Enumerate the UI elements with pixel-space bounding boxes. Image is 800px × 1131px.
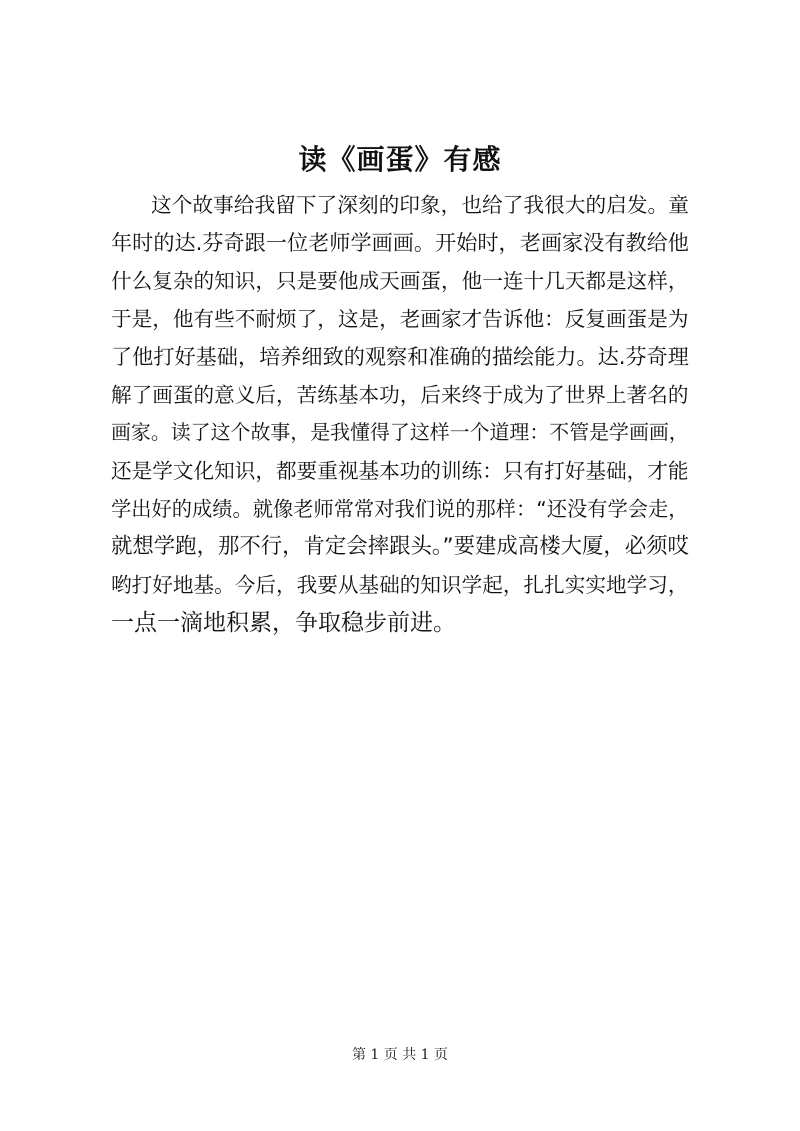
body-line: 还是学文化知识，都要重视基本功的训练：只有打好基础，才能: [111, 459, 689, 483]
body-line: 画家。读了这个故事，是我懂得了这样一个道理：不管是学画画，: [111, 421, 689, 444]
body-line: 解了画蛋的意义后，苦练基本功，后来终于成为了世界上著名的: [111, 383, 689, 407]
body-line: 了他打好基础，培养细致的观察和准确的描绘能力。达.芬奇理: [111, 344, 689, 369]
body-line: 一点一滴地积累，争取稳步前进。: [111, 610, 456, 636]
body-line: 这个故事给我留下了深刻的印象，也给了我很大的启发。童: [151, 193, 689, 217]
document-body: [111, 186, 689, 642]
body-line: 什么复杂的知识，只是要他成天画蛋，他一连十几天都是这样，: [111, 269, 689, 293]
body-line: 于是，他有些不耐烦了，这是，老画家才告诉他：反复画蛋是为: [111, 307, 689, 331]
body-line: 就想学跑，那不行，肯定会摔跟头。”要建成高楼大厦，必须哎: [111, 534, 689, 559]
body-line: 年时的达.芬奇跟一位老师学画画。开始时，老画家没有教给他: [111, 230, 689, 255]
body-line: 学出好的成绩。就像老师常常对我们说的那样：“还没有学会走，: [111, 497, 689, 521]
document-title: 读《画蛋》有感: [298, 143, 502, 176]
body-line: 哟打好地基。今后，我要从基础的知识学起，扎扎实实地学习，: [111, 573, 689, 597]
page-footer: 第 1 页 共 1 页: [351, 1047, 449, 1063]
